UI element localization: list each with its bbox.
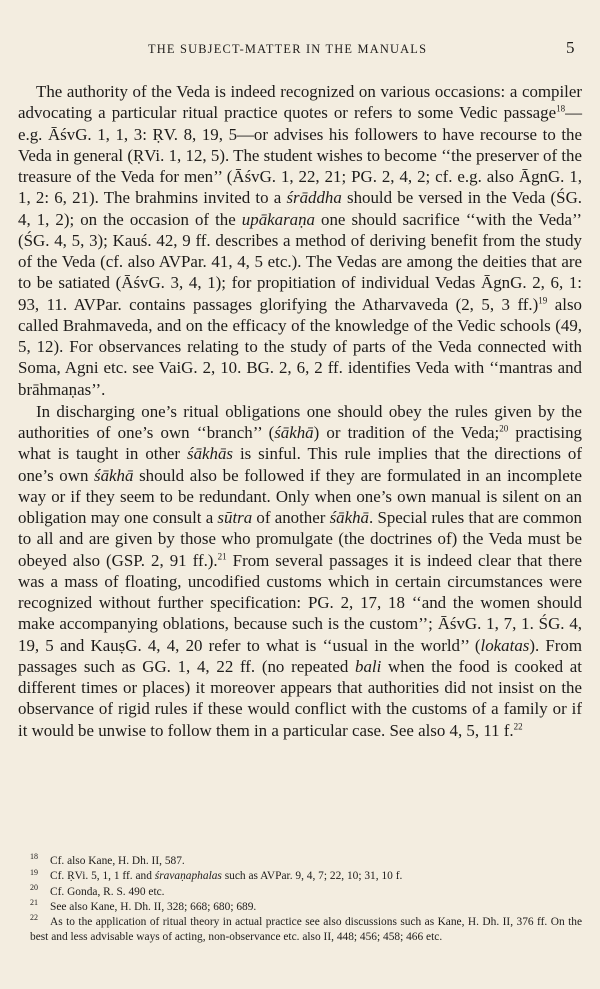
italic-term: lokatas <box>480 635 530 655</box>
footnote: $^{22}$ As to the application of ritual theory in actual practice see also discussions such as Kane, H. Dh. II, 376 ff. On the best and less advisable ways of acting, non-observance etc. also II, 448; 456; 458; 466 etc. <box>30 913 582 944</box>
text-run: From several passages it is indeed clear that there was a mass of floating, uncodified customs which in certain circumstances were recognized without further specification: PG. 2, 17, 18 ‘‘and the women should make accompanying oblations, because such is the custom’’; ĀśvG. 1, 7, 1. ŚG. 4, 19, 5 and KauṣG. 4, 4, 20 refer to what is ‘‘usual in the world’’ ( <box>18 550 582 655</box>
italic-term: upākaraṇa <box>241 209 315 229</box>
text-run: —e.g. ĀśvG. 1, 1, 3: ṚV. 8, 19, 5—or advises his followers to have recourse to the Veda in general (ṚVi. 1, 12, 5). The student wishes to become ‘‘the preserver of the treasure of the Veda for men’’ (ĀśvG. 1, 22, 21; PG. 2, 4, 2; cf. e.g. also ĀgnG. 1, 1, 2: 6, 21). The brahmins invited to a <box>18 103 582 208</box>
text-run: Cf. also Kane, H. Dh. II, 587. <box>50 855 185 867</box>
footnotes <box>30 854 582 946</box>
italic-term: śākhā <box>94 465 134 485</box>
footnote-ref: 19 <box>538 294 548 305</box>
italic-term: śākhā <box>274 423 314 442</box>
footnote: $^{20}$ Cf. Gonda, R. S. 490 etc. <box>30 882 165 898</box>
text-run: also called Brahmaveda, and on the efficacy of the knowledge of the Vedic schools (49, 5, 12). For observances relating to the study of parts of the Veda connected with Soma, Agni etc. see VaiG. 2, 10. BG. 2, 6, 2 ff. identifies Veda with ‘‘mantras and brāhmaṇas’’. <box>18 294 582 399</box>
italic-term: sūtra <box>217 508 253 527</box>
italic-term: śākhās <box>187 444 233 464</box>
footnote: $^{21}$ See also Kane, H. Dh. II, 328; 668; 680; 689. <box>30 898 257 913</box>
text-run: should be versed in the Veda (ŚG. 4, 1, 2); on the occasion of the <box>18 188 582 229</box>
text-run: Cf. Gonda, R. S. 490 etc. <box>50 885 165 898</box>
text-run: In discharging one’s ritual obligations one should obey the rules given by the authorities of one’s own ‘‘branch’’ ( <box>18 401 582 442</box>
text-run: Cf. ṚVi. 5, 1, 1 ff. and <box>50 870 155 883</box>
text-run: . Special rules that are common to all and are given by those who promulgate (the doctrines of) the Veda must be obeyed also (GSP. 2, 91 ff.). <box>18 508 582 570</box>
text-run: of another <box>252 508 330 527</box>
running-title: THE SUBJECT-MATTER IN THE MANUALS <box>148 42 428 56</box>
italic-term: śākhā <box>329 508 369 527</box>
running-head <box>0 38 600 60</box>
footnote-ref: 18 <box>556 103 566 114</box>
body-text <box>18 81 582 741</box>
text-run: The authority of the Veda is indeed recognized on various occasions: a compiler advocating a particular ritual practice quotes or refers to some Vedic passage <box>18 82 582 123</box>
text-run: ) or tradition of the Veda; <box>313 423 500 442</box>
footnote-ref: 20 <box>499 423 509 434</box>
page-number: 5 <box>566 38 575 57</box>
italic-term: bali <box>355 656 382 676</box>
footnote-ref: 21 <box>217 550 227 561</box>
text-run: practising what is taught in other <box>18 423 582 464</box>
text-run: ). From passages such as GG. 1, 4, 22 ff. (no repeated <box>18 635 582 676</box>
text-run: is sinful. This rule implies that the directions of one’s own <box>18 444 582 485</box>
text-run: As to the application of ritual theory in actual practice see also discussions such as Kane, H. Dh. II, 376 ff. On the best and less advisable ways of acting, non-observance etc. also II, 448; 456; 458; 466 etc. <box>30 916 582 944</box>
italic-term: śrāddha <box>286 188 342 208</box>
footnote: $^{19}$ Cf. ṚVi. 5, 1, 1 ff. and śravaṇaphalas such as AVPar. 9, 4, 7; 22, 10; 31, 10 f. <box>30 867 403 883</box>
paragraph <box>18 81 582 400</box>
footnote-ref: 22 <box>513 720 523 731</box>
paragraph <box>18 401 582 741</box>
text-run: See also Kane, H. Dh. II, 328; 668; 680; 689. <box>50 900 257 913</box>
text-run: one should sacrifice ‘‘with the Veda’’ (ŚG. 4, 5, 3); Kauś. 42, 9 ff. describes a method of deriving benefit from the study of the Veda (cf. also AVPar. 41, 4, 5 etc.). The Vedas are among the deities that are to be satiated (ĀśvG. 3, 4, 1); for propitiation of individual Vedas ĀgnG. 2, 6, 1: 93, 11. AVPar. contains passages glorifying the Atharvaveda (2, 5, 3 ff.) <box>18 209 582 314</box>
footnote: $^{18}$ Cf. also Kane, H. Dh. II, 587. <box>30 852 185 867</box>
text-run: when the food is cooked at different times or places) it moreover appears that authorities did not insist on the observance of rigid rules if these would conflict with the customs of a family or if it would be unwise to follow them in a particular case. See also 4, 5, 11 f. <box>18 656 582 740</box>
text-run: should also be followed if they are formulated in an incomplete way or if they seem to be redundant. Only when one’s own manual is silent on an obligation may one consult a <box>18 465 582 527</box>
italic-term: śravaṇaphalas <box>154 870 222 883</box>
text-run: such as AVPar. 9, 4, 7; 22, 10; 31, 10 f. <box>221 870 403 883</box>
